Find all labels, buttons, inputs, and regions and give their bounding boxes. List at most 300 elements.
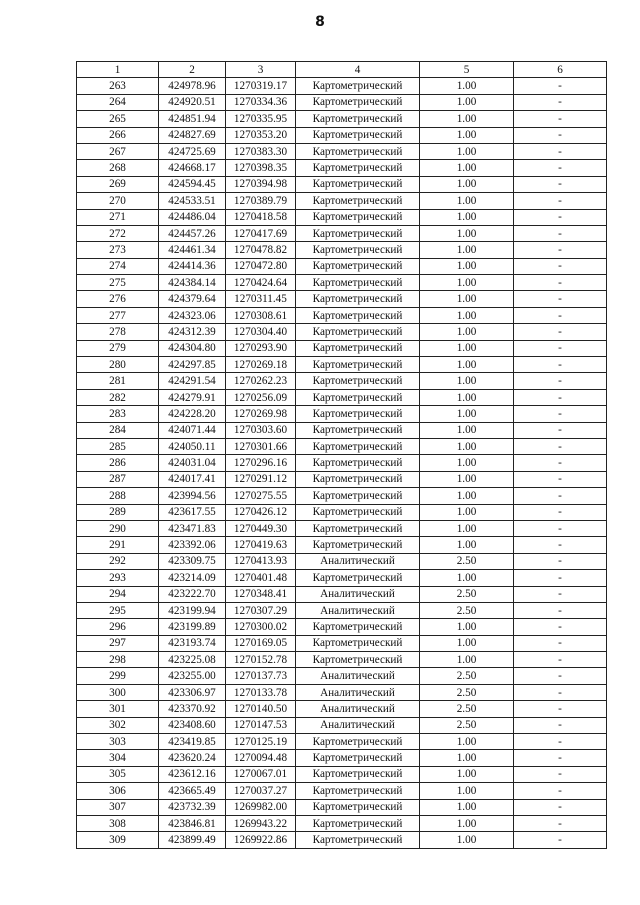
x-coordinate-cell: 423665.49 xyxy=(159,783,226,799)
x-coordinate-cell: 424978.96 xyxy=(159,78,226,94)
y-coordinate-cell: 1270293.90 xyxy=(226,340,296,356)
table-row xyxy=(77,127,607,143)
x-coordinate-cell: 423306.97 xyxy=(159,684,226,700)
y-coordinate-cell: 1270152.78 xyxy=(226,652,296,668)
x-coordinate-cell: 424414.36 xyxy=(159,258,226,274)
point-number-cell: 284 xyxy=(77,422,159,438)
method-cell: Картометрический xyxy=(296,209,420,225)
note-cell: - xyxy=(514,78,607,94)
table-row xyxy=(77,291,607,307)
table-row xyxy=(77,389,607,405)
column-header: 4 xyxy=(296,62,420,78)
accuracy-cell: 1.00 xyxy=(420,324,514,340)
x-coordinate-cell: 424071.44 xyxy=(159,422,226,438)
point-number-cell: 295 xyxy=(77,602,159,618)
accuracy-cell: 1.00 xyxy=(420,422,514,438)
x-coordinate-cell: 424323.06 xyxy=(159,307,226,323)
accuracy-cell: 1.00 xyxy=(420,193,514,209)
table-row xyxy=(77,537,607,553)
note-cell: - xyxy=(514,373,607,389)
note-cell: - xyxy=(514,455,607,471)
x-coordinate-cell: 423994.56 xyxy=(159,488,226,504)
accuracy-cell: 2.50 xyxy=(420,602,514,618)
table-row xyxy=(77,471,607,487)
method-cell: Картометрический xyxy=(296,422,420,438)
y-coordinate-cell: 1270401.48 xyxy=(226,570,296,586)
y-coordinate-cell: 1270269.98 xyxy=(226,406,296,422)
table-row xyxy=(77,340,607,356)
accuracy-cell: 1.00 xyxy=(420,570,514,586)
note-cell: - xyxy=(514,734,607,750)
point-number-cell: 264 xyxy=(77,94,159,110)
method-cell: Картометрический xyxy=(296,275,420,291)
point-number-cell: 270 xyxy=(77,193,159,209)
x-coordinate-cell: 424312.39 xyxy=(159,324,226,340)
x-coordinate-cell: 424379.64 xyxy=(159,291,226,307)
y-coordinate-cell: 1270311.45 xyxy=(226,291,296,307)
accuracy-cell: 1.00 xyxy=(420,127,514,143)
point-number-cell: 301 xyxy=(77,701,159,717)
table-row xyxy=(77,586,607,602)
table-row xyxy=(77,242,607,258)
accuracy-cell: 1.00 xyxy=(420,799,514,815)
accuracy-cell: 2.50 xyxy=(420,701,514,717)
point-number-cell: 293 xyxy=(77,570,159,586)
note-cell: - xyxy=(514,783,607,799)
method-cell: Аналитический xyxy=(296,668,420,684)
table-row xyxy=(77,668,607,684)
point-number-cell: 302 xyxy=(77,717,159,733)
table-row xyxy=(77,619,607,635)
note-cell: - xyxy=(514,815,607,831)
method-cell: Картометрический xyxy=(296,635,420,651)
x-coordinate-cell: 423309.75 xyxy=(159,553,226,569)
point-number-cell: 297 xyxy=(77,635,159,651)
note-cell: - xyxy=(514,635,607,651)
method-cell: Картометрический xyxy=(296,438,420,454)
table-row xyxy=(77,357,607,373)
point-number-cell: 271 xyxy=(77,209,159,225)
y-coordinate-cell: 1270335.95 xyxy=(226,111,296,127)
note-cell: - xyxy=(514,684,607,700)
y-coordinate-cell: 1269943.22 xyxy=(226,815,296,831)
method-cell: Картометрический xyxy=(296,455,420,471)
x-coordinate-cell: 424594.45 xyxy=(159,176,226,192)
point-number-cell: 305 xyxy=(77,766,159,782)
method-cell: Аналитический xyxy=(296,717,420,733)
x-coordinate-cell: 424920.51 xyxy=(159,94,226,110)
method-cell: Картометрический xyxy=(296,389,420,405)
point-number-cell: 282 xyxy=(77,389,159,405)
method-cell: Картометрический xyxy=(296,471,420,487)
method-cell: Картометрический xyxy=(296,570,420,586)
y-coordinate-cell: 1270067.01 xyxy=(226,766,296,782)
accuracy-cell: 1.00 xyxy=(420,176,514,192)
method-cell: Картометрический xyxy=(296,504,420,520)
accuracy-cell: 1.00 xyxy=(420,438,514,454)
y-coordinate-cell: 1270269.18 xyxy=(226,357,296,373)
x-coordinate-cell: 424384.14 xyxy=(159,275,226,291)
x-coordinate-cell: 424725.69 xyxy=(159,143,226,159)
table-row xyxy=(77,570,607,586)
y-coordinate-cell: 1270478.82 xyxy=(226,242,296,258)
table-row xyxy=(77,193,607,209)
point-number-cell: 265 xyxy=(77,111,159,127)
y-coordinate-cell: 1270133.78 xyxy=(226,684,296,700)
coordinates-table xyxy=(76,61,607,849)
method-cell: Картометрический xyxy=(296,78,420,94)
column-header: 5 xyxy=(420,62,514,78)
point-number-cell: 275 xyxy=(77,275,159,291)
point-number-cell: 288 xyxy=(77,488,159,504)
point-number-cell: 294 xyxy=(77,586,159,602)
method-cell: Картометрический xyxy=(296,291,420,307)
table-row xyxy=(77,160,607,176)
point-number-cell: 285 xyxy=(77,438,159,454)
table-row xyxy=(77,258,607,274)
point-number-cell: 277 xyxy=(77,307,159,323)
accuracy-cell: 1.00 xyxy=(420,750,514,766)
accuracy-cell: 1.00 xyxy=(420,111,514,127)
note-cell: - xyxy=(514,619,607,635)
y-coordinate-cell: 1270472.80 xyxy=(226,258,296,274)
accuracy-cell: 1.00 xyxy=(420,471,514,487)
x-coordinate-cell: 424031.04 xyxy=(159,455,226,471)
table-row xyxy=(77,701,607,717)
table-row xyxy=(77,406,607,422)
note-cell: - xyxy=(514,193,607,209)
accuracy-cell: 1.00 xyxy=(420,275,514,291)
accuracy-cell: 1.00 xyxy=(420,455,514,471)
accuracy-cell: 1.00 xyxy=(420,209,514,225)
method-cell: Картометрический xyxy=(296,242,420,258)
method-cell: Картометрический xyxy=(296,734,420,750)
accuracy-cell: 1.00 xyxy=(420,652,514,668)
point-number-cell: 279 xyxy=(77,340,159,356)
point-number-cell: 269 xyxy=(77,176,159,192)
note-cell: - xyxy=(514,242,607,258)
x-coordinate-cell: 423846.81 xyxy=(159,815,226,831)
table-row xyxy=(77,176,607,192)
x-coordinate-cell: 423408.60 xyxy=(159,717,226,733)
point-number-cell: 304 xyxy=(77,750,159,766)
y-coordinate-cell: 1270424.64 xyxy=(226,275,296,291)
note-cell: - xyxy=(514,94,607,110)
page-number: 8 xyxy=(315,14,325,30)
column-header: 3 xyxy=(226,62,296,78)
method-cell: Аналитический xyxy=(296,586,420,602)
table-row xyxy=(77,422,607,438)
accuracy-cell: 1.00 xyxy=(420,537,514,553)
x-coordinate-cell: 424279.91 xyxy=(159,389,226,405)
table-row xyxy=(77,307,607,323)
method-cell: Картометрический xyxy=(296,307,420,323)
y-coordinate-cell: 1270419.63 xyxy=(226,537,296,553)
table-row xyxy=(77,734,607,750)
method-cell: Картометрический xyxy=(296,750,420,766)
point-number-cell: 298 xyxy=(77,652,159,668)
x-coordinate-cell: 424297.85 xyxy=(159,357,226,373)
y-coordinate-cell: 1270275.55 xyxy=(226,488,296,504)
x-coordinate-cell: 423225.08 xyxy=(159,652,226,668)
note-cell: - xyxy=(514,422,607,438)
y-coordinate-cell: 1270147.53 xyxy=(226,717,296,733)
point-number-cell: 308 xyxy=(77,815,159,831)
y-coordinate-cell: 1270353.20 xyxy=(226,127,296,143)
method-cell: Аналитический xyxy=(296,602,420,618)
accuracy-cell: 2.50 xyxy=(420,553,514,569)
note-cell: - xyxy=(514,586,607,602)
x-coordinate-cell: 423214.09 xyxy=(159,570,226,586)
method-cell: Картометрический xyxy=(296,143,420,159)
y-coordinate-cell: 1270334.36 xyxy=(226,94,296,110)
method-cell: Картометрический xyxy=(296,94,420,110)
y-coordinate-cell: 1270094.48 xyxy=(226,750,296,766)
accuracy-cell: 1.00 xyxy=(420,357,514,373)
table-row xyxy=(77,832,607,848)
y-coordinate-cell: 1270389.79 xyxy=(226,193,296,209)
point-number-cell: 283 xyxy=(77,406,159,422)
point-number-cell: 267 xyxy=(77,143,159,159)
note-cell: - xyxy=(514,143,607,159)
method-cell: Картометрический xyxy=(296,373,420,389)
method-cell: Картометрический xyxy=(296,832,420,848)
method-cell: Картометрический xyxy=(296,537,420,553)
table-row xyxy=(77,438,607,454)
accuracy-cell: 1.00 xyxy=(420,291,514,307)
method-cell: Картометрический xyxy=(296,127,420,143)
note-cell: - xyxy=(514,570,607,586)
table-row xyxy=(77,750,607,766)
method-cell: Картометрический xyxy=(296,488,420,504)
x-coordinate-cell: 423392.06 xyxy=(159,537,226,553)
accuracy-cell: 1.00 xyxy=(420,406,514,422)
accuracy-cell: 1.00 xyxy=(420,94,514,110)
method-cell: Картометрический xyxy=(296,357,420,373)
y-coordinate-cell: 1270140.50 xyxy=(226,701,296,717)
x-coordinate-cell: 423620.24 xyxy=(159,750,226,766)
table-row xyxy=(77,225,607,241)
note-cell: - xyxy=(514,275,607,291)
x-coordinate-cell: 424827.69 xyxy=(159,127,226,143)
method-cell: Аналитический xyxy=(296,553,420,569)
point-number-cell: 296 xyxy=(77,619,159,635)
x-coordinate-cell: 424851.94 xyxy=(159,111,226,127)
method-cell: Картометрический xyxy=(296,652,420,668)
table-row xyxy=(77,783,607,799)
x-coordinate-cell: 423199.89 xyxy=(159,619,226,635)
table-row xyxy=(77,652,607,668)
table-row xyxy=(77,275,607,291)
note-cell: - xyxy=(514,488,607,504)
table-row xyxy=(77,373,607,389)
y-coordinate-cell: 1270394.98 xyxy=(226,176,296,192)
note-cell: - xyxy=(514,324,607,340)
point-number-cell: 303 xyxy=(77,734,159,750)
table-row xyxy=(77,635,607,651)
accuracy-cell: 2.50 xyxy=(420,668,514,684)
point-number-cell: 276 xyxy=(77,291,159,307)
note-cell: - xyxy=(514,832,607,848)
y-coordinate-cell: 1270300.02 xyxy=(226,619,296,635)
point-number-cell: 281 xyxy=(77,373,159,389)
y-coordinate-cell: 1270418.58 xyxy=(226,209,296,225)
column-header: 6 xyxy=(514,62,607,78)
y-coordinate-cell: 1270307.29 xyxy=(226,602,296,618)
y-coordinate-cell: 1270426.12 xyxy=(226,504,296,520)
x-coordinate-cell: 423899.49 xyxy=(159,832,226,848)
point-number-cell: 290 xyxy=(77,520,159,536)
note-cell: - xyxy=(514,766,607,782)
method-cell: Картометрический xyxy=(296,815,420,831)
point-number-cell: 291 xyxy=(77,537,159,553)
accuracy-cell: 1.00 xyxy=(420,619,514,635)
x-coordinate-cell: 423471.83 xyxy=(159,520,226,536)
x-coordinate-cell: 424017.41 xyxy=(159,471,226,487)
accuracy-cell: 1.00 xyxy=(420,307,514,323)
point-number-cell: 280 xyxy=(77,357,159,373)
x-coordinate-cell: 424291.54 xyxy=(159,373,226,389)
point-number-cell: 268 xyxy=(77,160,159,176)
method-cell: Картометрический xyxy=(296,111,420,127)
table-row xyxy=(77,209,607,225)
note-cell: - xyxy=(514,225,607,241)
point-number-cell: 286 xyxy=(77,455,159,471)
note-cell: - xyxy=(514,340,607,356)
x-coordinate-cell: 423255.00 xyxy=(159,668,226,684)
table-row xyxy=(77,684,607,700)
method-cell: Аналитический xyxy=(296,701,420,717)
method-cell: Картометрический xyxy=(296,324,420,340)
accuracy-cell: 1.00 xyxy=(420,520,514,536)
y-coordinate-cell: 1270256.09 xyxy=(226,389,296,405)
x-coordinate-cell: 424533.51 xyxy=(159,193,226,209)
table-row xyxy=(77,799,607,815)
method-cell: Картометрический xyxy=(296,258,420,274)
note-cell: - xyxy=(514,160,607,176)
x-coordinate-cell: 424228.20 xyxy=(159,406,226,422)
note-cell: - xyxy=(514,602,607,618)
y-coordinate-cell: 1270383.30 xyxy=(226,143,296,159)
point-number-cell: 273 xyxy=(77,242,159,258)
x-coordinate-cell: 424668.17 xyxy=(159,160,226,176)
x-coordinate-cell: 423222.70 xyxy=(159,586,226,602)
accuracy-cell: 2.50 xyxy=(420,586,514,602)
note-cell: - xyxy=(514,652,607,668)
point-number-cell: 300 xyxy=(77,684,159,700)
table-row xyxy=(77,324,607,340)
table-row xyxy=(77,111,607,127)
method-cell: Картометрический xyxy=(296,799,420,815)
x-coordinate-cell: 423617.55 xyxy=(159,504,226,520)
accuracy-cell: 1.00 xyxy=(420,504,514,520)
point-number-cell: 278 xyxy=(77,324,159,340)
column-header: 2 xyxy=(159,62,226,78)
point-number-cell: 289 xyxy=(77,504,159,520)
point-number-cell: 266 xyxy=(77,127,159,143)
note-cell: - xyxy=(514,471,607,487)
table-row xyxy=(77,520,607,536)
note-cell: - xyxy=(514,701,607,717)
x-coordinate-cell: 424486.04 xyxy=(159,209,226,225)
note-cell: - xyxy=(514,553,607,569)
accuracy-cell: 1.00 xyxy=(420,488,514,504)
accuracy-cell: 1.00 xyxy=(420,340,514,356)
table-body xyxy=(77,78,607,848)
y-coordinate-cell: 1270037.27 xyxy=(226,783,296,799)
x-coordinate-cell: 424461.34 xyxy=(159,242,226,258)
y-coordinate-cell: 1270449.30 xyxy=(226,520,296,536)
y-coordinate-cell: 1270291.12 xyxy=(226,471,296,487)
y-coordinate-cell: 1270304.40 xyxy=(226,324,296,340)
method-cell: Картометрический xyxy=(296,340,420,356)
accuracy-cell: 1.00 xyxy=(420,815,514,831)
y-coordinate-cell: 1269982.00 xyxy=(226,799,296,815)
note-cell: - xyxy=(514,537,607,553)
note-cell: - xyxy=(514,307,607,323)
y-coordinate-cell: 1270125.19 xyxy=(226,734,296,750)
note-cell: - xyxy=(514,668,607,684)
point-number-cell: 307 xyxy=(77,799,159,815)
method-cell: Картометрический xyxy=(296,520,420,536)
method-cell: Аналитический xyxy=(296,684,420,700)
note-cell: - xyxy=(514,209,607,225)
y-coordinate-cell: 1270398.35 xyxy=(226,160,296,176)
note-cell: - xyxy=(514,504,607,520)
y-coordinate-cell: 1270348.41 xyxy=(226,586,296,602)
accuracy-cell: 1.00 xyxy=(420,160,514,176)
x-coordinate-cell: 424457.26 xyxy=(159,225,226,241)
table-row xyxy=(77,602,607,618)
y-coordinate-cell: 1269922.86 xyxy=(226,832,296,848)
table-row xyxy=(77,815,607,831)
x-coordinate-cell: 423193.74 xyxy=(159,635,226,651)
accuracy-cell: 1.00 xyxy=(420,635,514,651)
method-cell: Картометрический xyxy=(296,406,420,422)
y-coordinate-cell: 1270296.16 xyxy=(226,455,296,471)
accuracy-cell: 1.00 xyxy=(420,389,514,405)
x-coordinate-cell: 423732.39 xyxy=(159,799,226,815)
table-row xyxy=(77,94,607,110)
y-coordinate-cell: 1270301.66 xyxy=(226,438,296,454)
y-coordinate-cell: 1270319.17 xyxy=(226,78,296,94)
x-coordinate-cell: 424050.11 xyxy=(159,438,226,454)
table-header-row xyxy=(77,62,607,78)
table-row xyxy=(77,717,607,733)
accuracy-cell: 2.50 xyxy=(420,717,514,733)
note-cell: - xyxy=(514,799,607,815)
y-coordinate-cell: 1270413.93 xyxy=(226,553,296,569)
accuracy-cell: 2.50 xyxy=(420,684,514,700)
accuracy-cell: 1.00 xyxy=(420,143,514,159)
note-cell: - xyxy=(514,389,607,405)
accuracy-cell: 1.00 xyxy=(420,373,514,389)
table-row xyxy=(77,455,607,471)
y-coordinate-cell: 1270303.60 xyxy=(226,422,296,438)
point-number-cell: 287 xyxy=(77,471,159,487)
point-number-cell: 274 xyxy=(77,258,159,274)
x-coordinate-cell: 423419.85 xyxy=(159,734,226,750)
note-cell: - xyxy=(514,750,607,766)
y-coordinate-cell: 1270308.61 xyxy=(226,307,296,323)
method-cell: Картометрический xyxy=(296,783,420,799)
method-cell: Картометрический xyxy=(296,160,420,176)
accuracy-cell: 1.00 xyxy=(420,258,514,274)
note-cell: - xyxy=(514,176,607,192)
method-cell: Картометрический xyxy=(296,176,420,192)
table-row xyxy=(77,143,607,159)
y-coordinate-cell: 1270169.05 xyxy=(226,635,296,651)
